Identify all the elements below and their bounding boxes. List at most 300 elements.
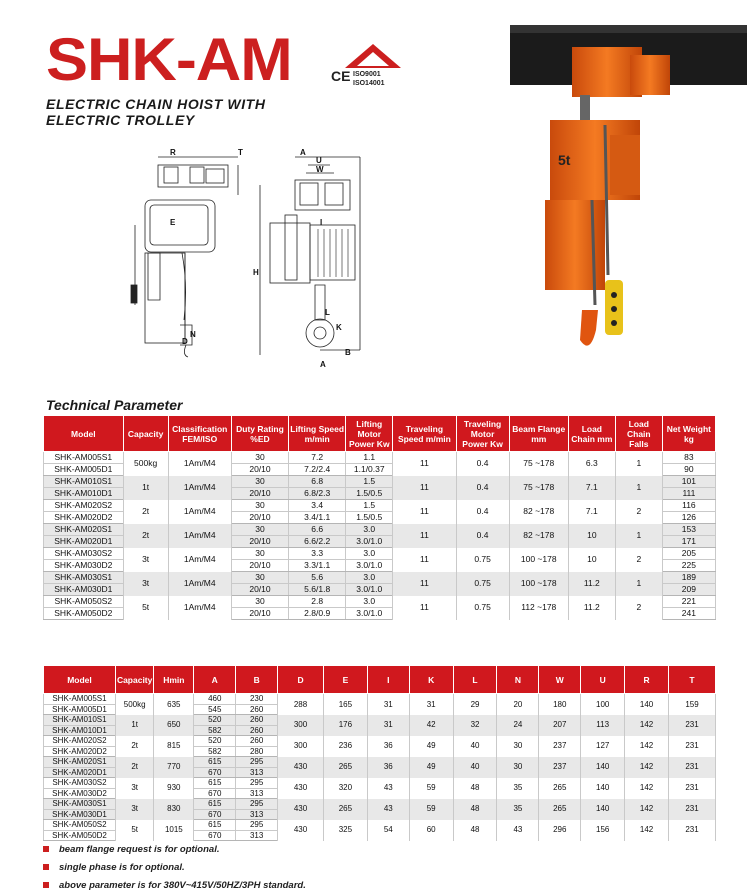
table-cell: 6.6 [289, 524, 346, 536]
capacity-cell: 3t [123, 548, 168, 572]
capacity-cell: 5t [115, 820, 153, 841]
table-cell: 1 [615, 452, 662, 476]
table-cell: 11 [393, 548, 456, 572]
classification-cell: 1Am/M4 [168, 548, 231, 572]
table-cell: 313 [236, 809, 278, 820]
model-cell: SHK-AM030S1 [44, 572, 124, 584]
table-cell: 116 [662, 500, 715, 512]
table-cell: 180 [539, 694, 581, 715]
bullet-square-icon [43, 882, 49, 888]
table-row [44, 548, 716, 560]
capacity-cell: 3t [123, 572, 168, 596]
table-cell: 20/10 [231, 464, 288, 476]
model-cell: SHK-AM020S1 [44, 524, 124, 536]
table-cell: 100 ~178 [509, 572, 568, 596]
table-cell: 165 [323, 694, 367, 715]
table-cell: 3.0 [346, 548, 393, 560]
model-cell: SHK-AM020S2 [44, 500, 124, 512]
table-cell: 5.6 [289, 572, 346, 584]
table-cell: 0.4 [456, 524, 509, 548]
table-cell: 31 [367, 694, 409, 715]
table-cell: 260 [236, 715, 278, 726]
table-cell: 237 [539, 757, 581, 778]
table-cell: 221 [662, 596, 715, 608]
table-cell: 520 [194, 736, 236, 747]
table-cell: 30 [231, 500, 288, 512]
table-row [44, 694, 716, 705]
table-cell: 241 [662, 608, 715, 620]
capacity-cell: 1t [115, 715, 153, 736]
table-cell: 265 [539, 778, 581, 799]
table-cell: 0.75 [456, 596, 509, 620]
table-cell: 209 [662, 584, 715, 596]
model-cell: SHK-AM050D2 [44, 608, 124, 620]
table-cell: 3.0 [346, 596, 393, 608]
table-cell: 615 [194, 820, 236, 831]
table-cell: 7.2 [289, 452, 346, 464]
classification-cell: 1Am/M4 [168, 596, 231, 620]
table-cell: 295 [236, 820, 278, 831]
dim-label-a: A [300, 148, 306, 157]
dim-label-w: W [316, 165, 324, 174]
table-cell: 0.75 [456, 572, 509, 596]
model-cell: SHK-AM020D2 [44, 512, 124, 524]
table-cell: 11 [393, 452, 456, 476]
table-cell: 3.0/1.0 [346, 584, 393, 596]
table-cell: 140 [581, 799, 625, 820]
table-cell: 231 [669, 736, 716, 757]
technical-parameter-table [43, 415, 716, 620]
capacity-cell: 3t [115, 799, 153, 820]
dim-label-i: I [320, 218, 323, 227]
table-cell: 430 [278, 778, 324, 799]
model-cell: SHK-AM005D1 [44, 464, 124, 476]
table-cell: 11.2 [568, 596, 615, 620]
table-cell: 2.8/0.9 [289, 608, 346, 620]
table-cell: 112 ~178 [509, 596, 568, 620]
table-cell: 111 [662, 488, 715, 500]
table-cell: 127 [581, 736, 625, 757]
col-w: W [539, 666, 581, 694]
table-cell: 101 [662, 476, 715, 488]
dim-label-h: H [253, 268, 259, 277]
table-cell: 460 [194, 694, 236, 705]
table-cell: 83 [662, 452, 715, 464]
capacity-cell: 500kg [115, 694, 153, 715]
table-row [44, 524, 716, 536]
table-cell: 90 [662, 464, 715, 476]
col-duty: Duty Rating %ED [231, 416, 288, 452]
classification-cell: 1Am/M4 [168, 452, 231, 476]
table-cell: 1.5/0.5 [346, 488, 393, 500]
ce-mark: CE [331, 68, 351, 84]
model-cell: SHK-AM005S1 [44, 452, 124, 464]
classification-cell: 1Am/M4 [168, 524, 231, 548]
model-cell: SHK-AM030D2 [44, 560, 124, 572]
table-cell: 770 [154, 757, 194, 778]
table-cell: 3.4/1.1 [289, 512, 346, 524]
table-row [44, 715, 716, 726]
table-cell: 430 [278, 757, 324, 778]
col-hmin: Hmin [154, 666, 194, 694]
col-lift-motor: Lifting Motor Power Kw [346, 416, 393, 452]
col-travel-speed: Traveling Speed m/min [393, 416, 456, 452]
table-cell: 40 [453, 736, 497, 757]
table-cell: 49 [409, 736, 453, 757]
table-cell: 231 [669, 820, 716, 841]
col-b: B [236, 666, 278, 694]
table-cell: 30 [497, 757, 539, 778]
table-row [44, 476, 716, 488]
table-cell: 2.8 [289, 596, 346, 608]
capacity-plate: 5t [558, 152, 571, 168]
col-r: R [625, 666, 669, 694]
table-cell: 31 [409, 694, 453, 715]
table-cell: 100 ~178 [509, 548, 568, 572]
model-cell: SHK-AM005D1 [44, 704, 116, 715]
table-cell: 3.0 [346, 524, 393, 536]
col-u: U [581, 666, 625, 694]
table-header-row [44, 416, 716, 452]
col-capacity: Capacity [123, 416, 168, 452]
table-cell: 237 [539, 736, 581, 757]
dim-label-d: D [182, 337, 188, 346]
table-row [44, 596, 716, 608]
table-cell: 126 [662, 512, 715, 524]
note-item: above parameter is for 380V~415V/50HZ/3PH standard. [43, 876, 306, 894]
table-cell: 300 [278, 715, 324, 736]
col-falls: Load Chain Falls [615, 416, 662, 452]
col-capacity: Capacity [115, 666, 153, 694]
table-row [44, 500, 716, 512]
capacity-cell: 2t [123, 524, 168, 548]
certification-mark [327, 44, 423, 88]
table-cell: 3.3/1.1 [289, 560, 346, 572]
table-row [44, 799, 716, 810]
table-cell: 30 [231, 476, 288, 488]
table-cell: 20 [497, 694, 539, 715]
col-l: L [453, 666, 497, 694]
table-cell: 20/10 [231, 608, 288, 620]
table-cell: 10 [568, 524, 615, 548]
table-cell: 153 [662, 524, 715, 536]
table-cell: 30 [231, 596, 288, 608]
table-cell: 288 [278, 694, 324, 715]
table-cell: 280 [236, 746, 278, 757]
table-cell: 20/10 [231, 512, 288, 524]
model-cell: SHK-AM030S2 [44, 548, 124, 560]
notes-list [43, 840, 306, 894]
model-cell: SHK-AM005S1 [44, 694, 116, 705]
col-t: T [669, 666, 716, 694]
classification-cell: 1Am/M4 [168, 572, 231, 596]
table-cell: 24 [497, 715, 539, 736]
table-cell: 0.4 [456, 500, 509, 524]
table-cell: 43 [497, 820, 539, 841]
table-cell: 313 [236, 788, 278, 799]
product-subtitle: ELECTRIC CHAIN HOIST WITH ELECTRIC TROLLEY [46, 96, 266, 128]
col-i: I [367, 666, 409, 694]
table-cell: 265 [539, 799, 581, 820]
table-header-row [44, 666, 716, 694]
capacity-cell: 2t [123, 500, 168, 524]
col-e: E [323, 666, 367, 694]
brand-title: SHK-AM [46, 26, 292, 93]
note-item: beam flange request is for optional. [43, 840, 306, 858]
table-cell: 650 [154, 715, 194, 736]
table-cell: 6.8 [289, 476, 346, 488]
table-cell: 10 [568, 548, 615, 572]
table-cell: 1 [615, 524, 662, 548]
table-cell: 615 [194, 799, 236, 810]
iso-marks: ISO9001 ISO14001 [353, 71, 385, 87]
table-cell: 40 [453, 757, 497, 778]
note-item: single phase is for optional. [43, 858, 306, 876]
dim-label-r: R [170, 148, 176, 157]
table-cell: 7.2/2.4 [289, 464, 346, 476]
table-cell: 0.75 [456, 548, 509, 572]
table-cell: 11 [393, 476, 456, 500]
hoist-photo [510, 25, 747, 370]
table-cell: 20/10 [231, 560, 288, 572]
model-cell: SHK-AM010S1 [44, 715, 116, 726]
table-cell: 520 [194, 715, 236, 726]
model-cell: SHK-AM030S2 [44, 778, 116, 789]
table-row [44, 452, 716, 464]
section-title: Technical Parameter [46, 397, 183, 413]
table-cell: 156 [581, 820, 625, 841]
table-cell: 60 [409, 820, 453, 841]
table-cell: 30 [231, 452, 288, 464]
dim-label-n: N [190, 330, 196, 339]
bullet-square-icon [43, 846, 49, 852]
table-cell: 189 [662, 572, 715, 584]
table-cell: 48 [453, 820, 497, 841]
table-cell: 231 [669, 715, 716, 736]
table-cell: 260 [236, 725, 278, 736]
table-cell: 1.5 [346, 500, 393, 512]
model-cell: SHK-AM030D1 [44, 809, 116, 820]
table-cell: 231 [669, 778, 716, 799]
table-cell: 82 ~178 [509, 500, 568, 524]
table-cell: 75 ~178 [509, 452, 568, 476]
table-cell: 30 [231, 524, 288, 536]
bullet-square-icon [43, 864, 49, 870]
table-cell: 113 [581, 715, 625, 736]
table-cell: 231 [669, 757, 716, 778]
table-cell: 325 [323, 820, 367, 841]
capacity-cell: 5t [123, 596, 168, 620]
table-cell: 260 [236, 704, 278, 715]
table-cell: 142 [625, 715, 669, 736]
table-cell: 142 [625, 757, 669, 778]
table-cell: 36 [367, 736, 409, 757]
table-cell: 582 [194, 725, 236, 736]
table-cell: 635 [154, 694, 194, 715]
table-cell: 43 [367, 778, 409, 799]
table-cell: 260 [236, 736, 278, 747]
table-row [44, 820, 716, 831]
table-cell: 670 [194, 830, 236, 841]
table-cell: 3.0/1.0 [346, 560, 393, 572]
col-n: N [497, 666, 539, 694]
table-cell: 230 [236, 694, 278, 705]
table-cell: 11 [393, 596, 456, 620]
table-cell: 295 [236, 757, 278, 768]
model-cell: SHK-AM020D2 [44, 746, 116, 757]
table-cell: 59 [409, 778, 453, 799]
capacity-cell: 2t [115, 736, 153, 757]
model-cell: SHK-AM010D1 [44, 725, 116, 736]
col-lift-speed: Lifting Speed m/min [289, 416, 346, 452]
table-cell: 7.1 [568, 476, 615, 500]
table-cell: 930 [154, 778, 194, 799]
table-cell: 35 [497, 799, 539, 820]
table-cell: 142 [625, 820, 669, 841]
table-cell: 48 [453, 799, 497, 820]
table-cell: 30 [231, 548, 288, 560]
table-cell: 11.2 [568, 572, 615, 596]
dim-label-e: E [170, 218, 176, 227]
table-cell: 49 [409, 757, 453, 778]
dim-label-u: U [316, 156, 322, 165]
table-cell: 59 [409, 799, 453, 820]
classification-cell: 1Am/M4 [168, 476, 231, 500]
model-cell: SHK-AM020D1 [44, 767, 116, 778]
table-cell: 670 [194, 767, 236, 778]
model-cell: SHK-AM030D2 [44, 788, 116, 799]
col-k: K [409, 666, 453, 694]
table-cell: 615 [194, 757, 236, 768]
capacity-cell: 500kg [123, 452, 168, 476]
table-cell: 3.3 [289, 548, 346, 560]
table-cell: 670 [194, 788, 236, 799]
model-cell: SHK-AM030S1 [44, 799, 116, 810]
table-cell: 313 [236, 830, 278, 841]
table-cell: 75 ~178 [509, 476, 568, 500]
model-cell: SHK-AM020S2 [44, 736, 116, 747]
table-cell: 3.4 [289, 500, 346, 512]
table-cell: 82 ~178 [509, 524, 568, 548]
table-cell: 6.6/2.2 [289, 536, 346, 548]
table-cell: 6.8/2.3 [289, 488, 346, 500]
table-cell: 1.1 [346, 452, 393, 464]
table-cell: 430 [278, 820, 324, 841]
dim-label-l: L [325, 308, 330, 317]
capacity-cell: 1t [123, 476, 168, 500]
table-cell: 1.1/0.37 [346, 464, 393, 476]
table-cell: 3.0/1.0 [346, 536, 393, 548]
table-cell: 7.1 [568, 500, 615, 524]
table-cell: 296 [539, 820, 581, 841]
table-cell: 54 [367, 820, 409, 841]
table-cell: 171 [662, 536, 715, 548]
dim-label-k: K [336, 323, 342, 332]
table-cell: 0.4 [456, 476, 509, 500]
table-cell: 6.3 [568, 452, 615, 476]
table-cell: 30 [497, 736, 539, 757]
table-cell: 35 [497, 778, 539, 799]
table-cell: 11 [393, 572, 456, 596]
table-cell: 43 [367, 799, 409, 820]
table-cell: 430 [278, 799, 324, 820]
table-cell: 48 [453, 778, 497, 799]
table-row [44, 736, 716, 747]
technical-drawing [120, 145, 370, 370]
col-model: Model [44, 666, 116, 694]
col-chain: Load Chain mm [568, 416, 615, 452]
col-weight: Net Weight kg [662, 416, 715, 452]
table-cell: 31 [367, 715, 409, 736]
table-cell: 140 [581, 757, 625, 778]
table-cell: 231 [669, 799, 716, 820]
table-cell: 176 [323, 715, 367, 736]
table-row [44, 778, 716, 789]
model-cell: SHK-AM030D1 [44, 584, 124, 596]
table-cell: 320 [323, 778, 367, 799]
table-cell: 3.0 [346, 572, 393, 584]
table-cell: 815 [154, 736, 194, 757]
table-cell: 20/10 [231, 488, 288, 500]
table-cell: 1015 [154, 820, 194, 841]
table-cell: 1.5 [346, 476, 393, 488]
col-beam: Beam Flange mm [509, 416, 568, 452]
table-cell: 0.4 [456, 452, 509, 476]
model-cell: SHK-AM020D1 [44, 536, 124, 548]
col-a: A [194, 666, 236, 694]
classification-cell: 1Am/M4 [168, 500, 231, 524]
table-cell: 1.5/0.5 [346, 512, 393, 524]
table-cell: 2 [615, 548, 662, 572]
dimension-table [43, 665, 716, 841]
table-row [44, 572, 716, 584]
table-cell: 830 [154, 799, 194, 820]
table-cell: 225 [662, 560, 715, 572]
table-cell: 142 [625, 799, 669, 820]
dim-label-a-bottom: A [320, 360, 326, 369]
dim-label-b: B [345, 348, 351, 357]
table-cell: 11 [393, 524, 456, 548]
model-cell: SHK-AM020S1 [44, 757, 116, 768]
model-cell: SHK-AM050S2 [44, 596, 124, 608]
table-cell: 1 [615, 572, 662, 596]
table-cell: 205 [662, 548, 715, 560]
model-cell: SHK-AM010S1 [44, 476, 124, 488]
table-cell: 20/10 [231, 536, 288, 548]
table-cell: 207 [539, 715, 581, 736]
table-cell: 20/10 [231, 584, 288, 596]
table-cell: 313 [236, 767, 278, 778]
table-cell: 545 [194, 704, 236, 715]
col-classification: Classification FEM/ISO [168, 416, 231, 452]
table-cell: 142 [625, 736, 669, 757]
table-cell: 142 [625, 778, 669, 799]
col-travel-motor: Traveling Motor Power Kw [456, 416, 509, 452]
table-cell: 11 [393, 500, 456, 524]
table-cell: 140 [581, 778, 625, 799]
col-d: D [278, 666, 324, 694]
table-row [44, 757, 716, 768]
model-cell: SHK-AM010D1 [44, 488, 124, 500]
table-cell: 265 [323, 799, 367, 820]
col-model: Model [44, 416, 124, 452]
dim-label-t: T [238, 148, 243, 157]
table-cell: 295 [236, 778, 278, 789]
capacity-cell: 3t [115, 778, 153, 799]
table-cell: 615 [194, 778, 236, 789]
table-cell: 295 [236, 799, 278, 810]
table-cell: 36 [367, 757, 409, 778]
